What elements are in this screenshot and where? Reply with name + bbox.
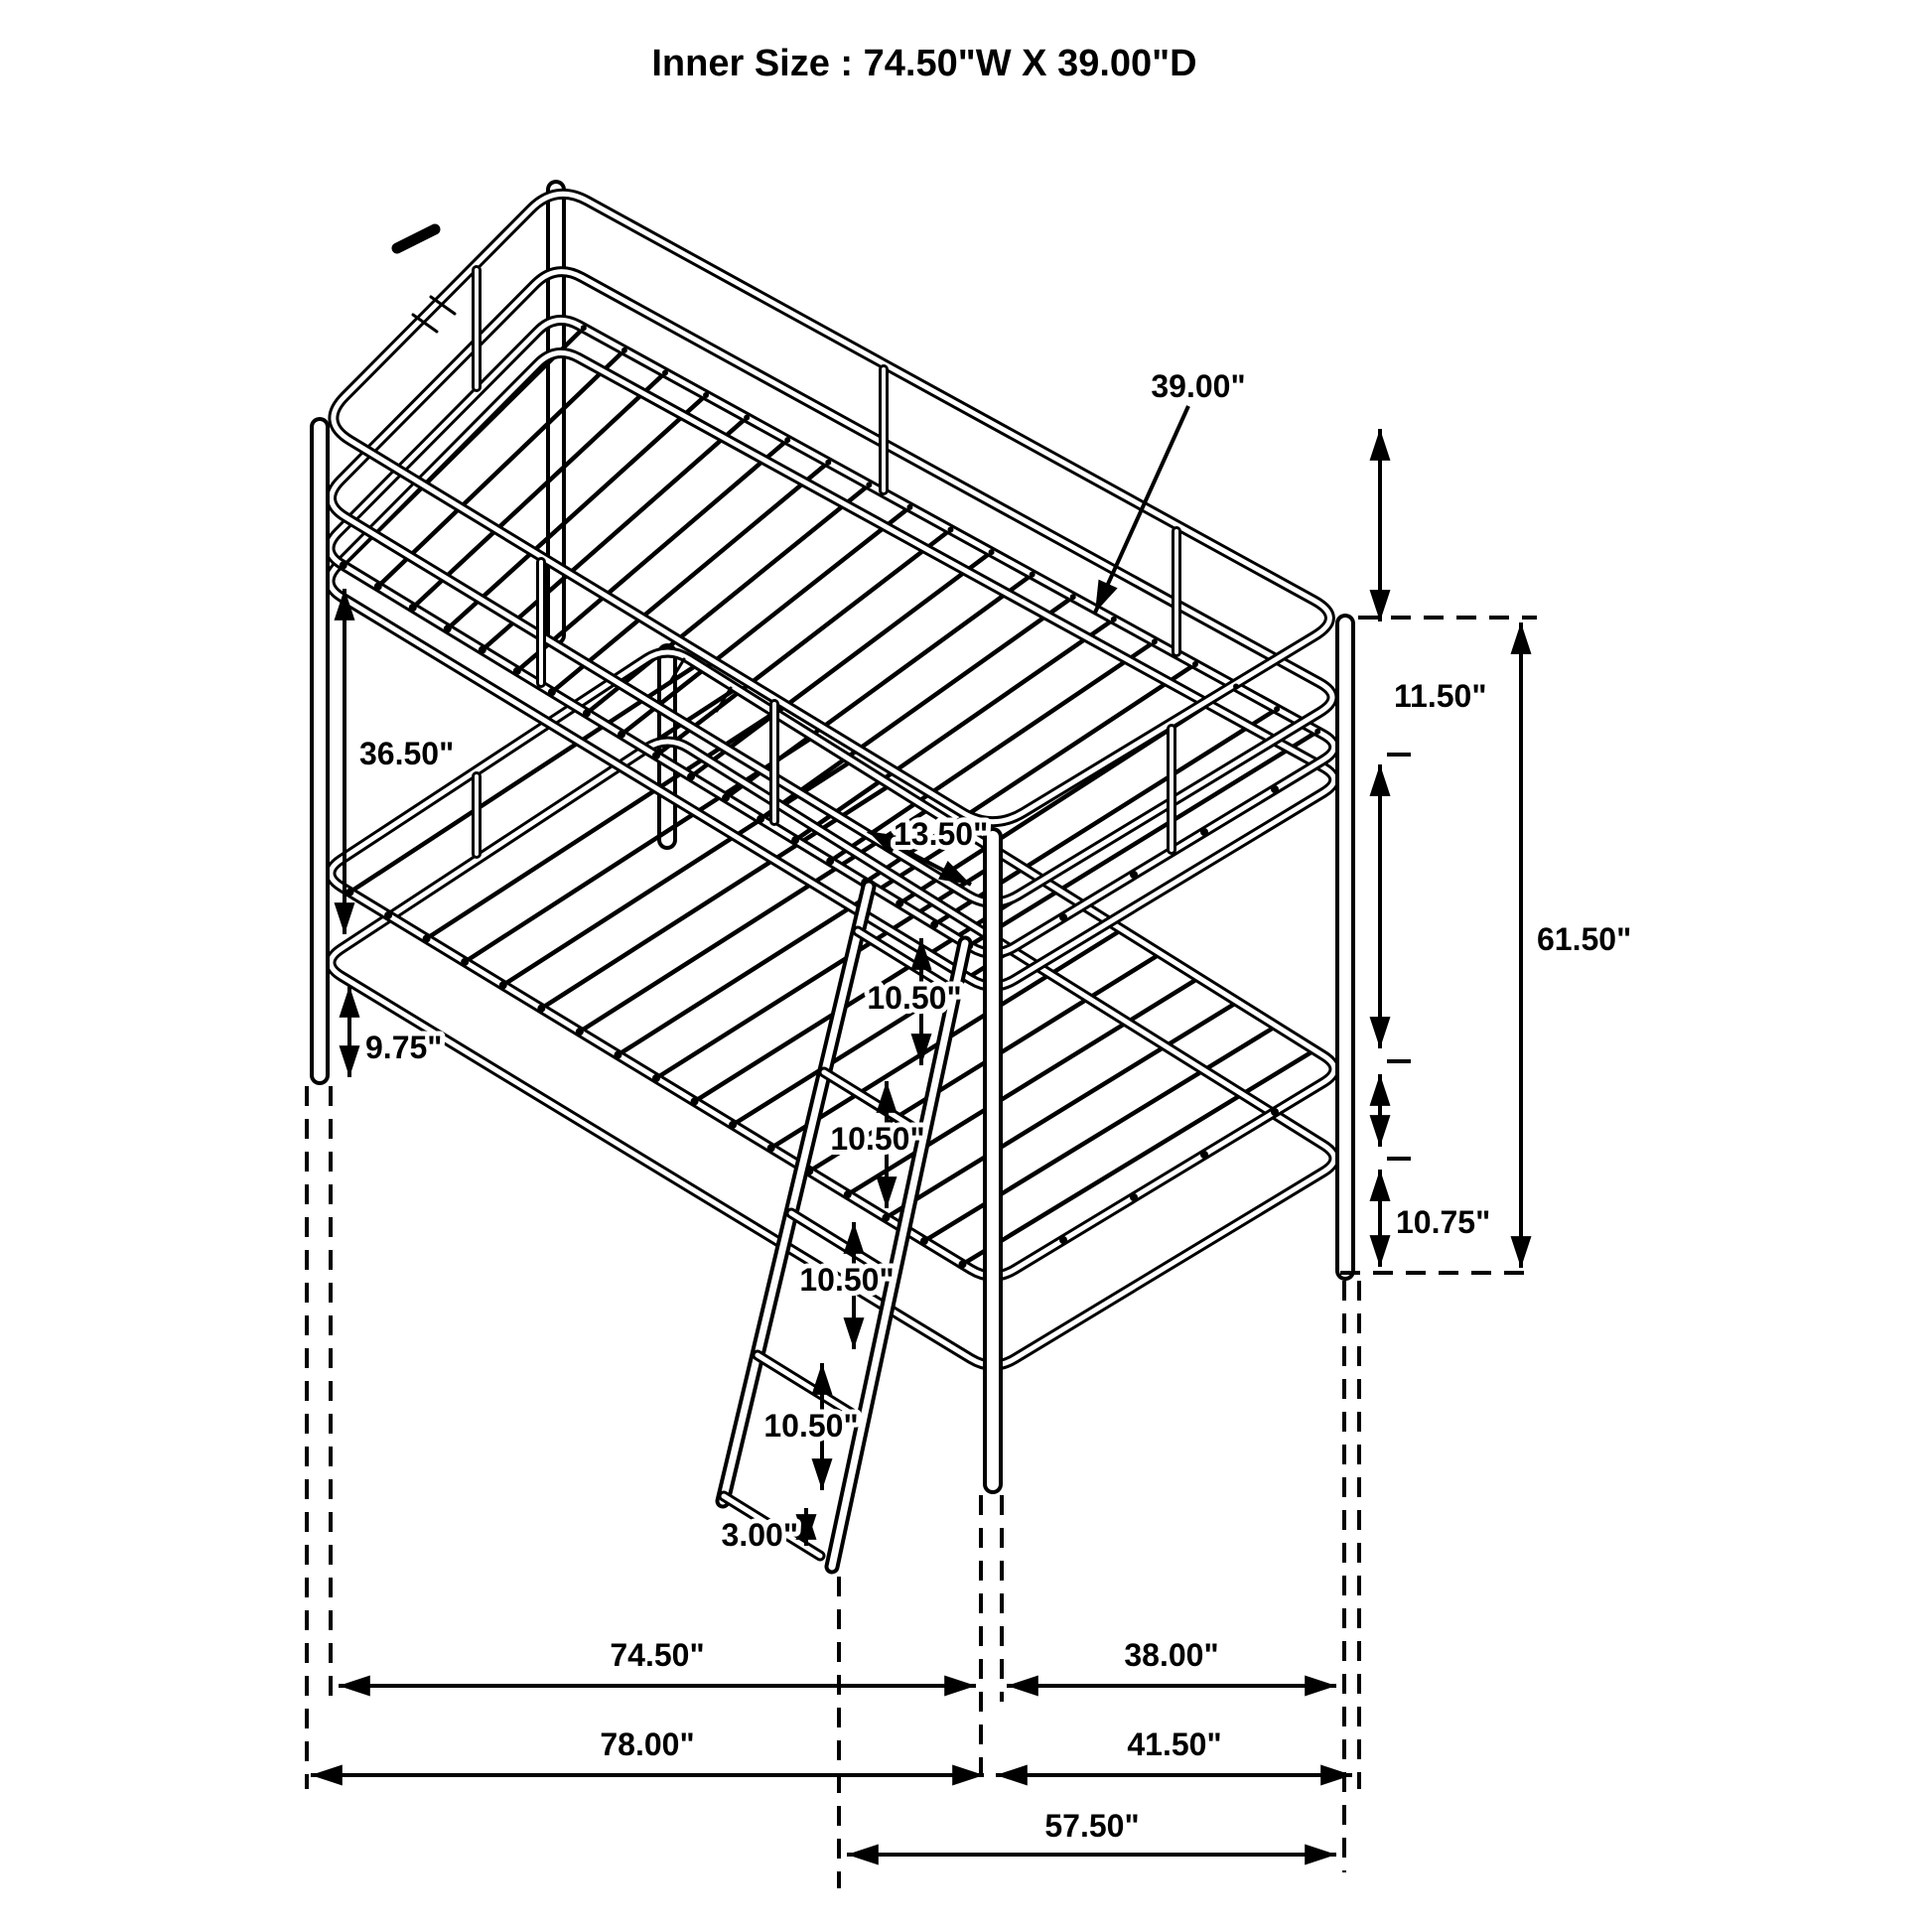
projection-lines — [307, 1086, 1359, 1888]
dim-label-outer-depth: 41.50" — [1127, 1726, 1222, 1762]
dim-label-rung-2: 10.50" — [830, 1121, 925, 1157]
dim-label-slat-width: 39.00" — [1151, 368, 1246, 404]
dim-label-leg-depth: 38.00" — [1124, 1637, 1219, 1673]
dim-label-outer-width: 78.00" — [600, 1726, 695, 1762]
dim-label-depth-with-ladder: 57.50" — [1044, 1808, 1140, 1844]
dim-label-rung-1: 10.50" — [867, 980, 962, 1016]
dim-label-inner-width: 74.50" — [610, 1637, 705, 1673]
dim-label-under-clearance: 9.75" — [365, 1030, 443, 1065]
dim-label-rung-3: 10.50" — [799, 1262, 895, 1298]
dim-label-between-decks: 36.50" — [359, 736, 455, 771]
dim-label-ladder-foot: 3.00" — [721, 1517, 798, 1553]
dim-label-ladder-to-post: 13.50" — [894, 816, 989, 852]
dim-label-rung-4: 10.50" — [763, 1408, 859, 1444]
dim-label-lower-clearance-right: 10.75" — [1396, 1204, 1491, 1240]
dim-label-overall-height: 61.50" — [1537, 921, 1632, 957]
dim-label-guardrail-height: 11.50" — [1394, 678, 1487, 714]
diagram-title: Inner Size : 74.50"W X 39.00"D — [651, 43, 1197, 84]
